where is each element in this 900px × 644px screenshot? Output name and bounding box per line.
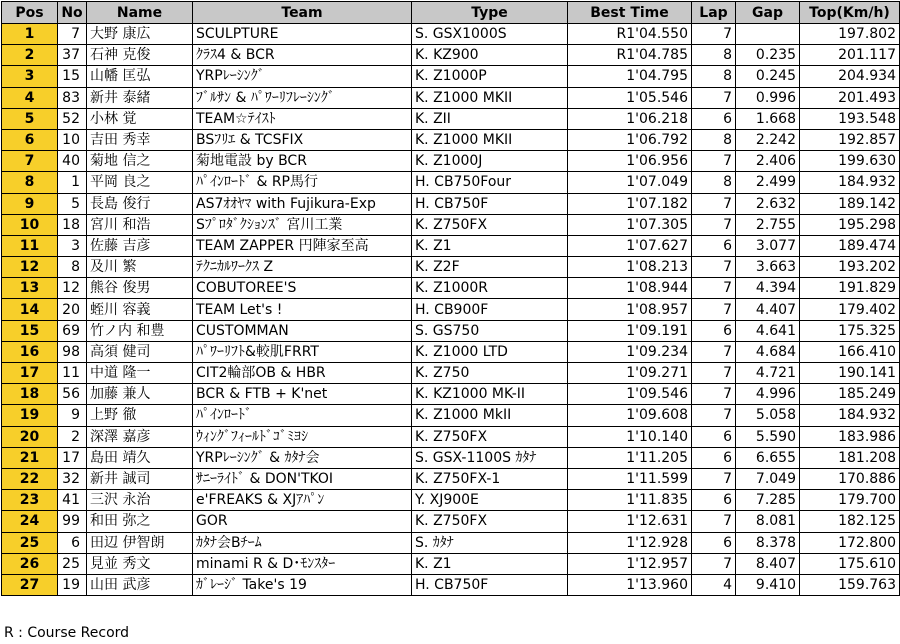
cell-team: TEAM☆ﾃｲｽﾄ bbox=[193, 108, 412, 129]
cell-name: 新井 泰緒 bbox=[87, 87, 193, 108]
cell-lap: 8 bbox=[692, 172, 736, 193]
cell-team: GOR bbox=[193, 511, 412, 532]
cell-no: 83 bbox=[58, 87, 87, 108]
cell-type: K. ZII bbox=[412, 108, 568, 129]
cell-pos: 22 bbox=[2, 468, 58, 489]
cell-type: Y. XJ900E bbox=[412, 490, 568, 511]
table-row bbox=[2, 108, 900, 129]
cell-top-speed: 195.298 bbox=[800, 214, 900, 235]
cell-best-time: 1'08.944 bbox=[568, 278, 692, 299]
cell-name: 及川 繁 bbox=[87, 257, 193, 278]
cell-lap: 7 bbox=[692, 405, 736, 426]
cell-top-speed: 189.142 bbox=[800, 193, 900, 214]
cell-pos: 13 bbox=[2, 278, 58, 299]
cell-no: 9 bbox=[58, 405, 87, 426]
cell-lap: 7 bbox=[692, 193, 736, 214]
cell-top-speed: 201.493 bbox=[800, 87, 900, 108]
header-pos: Pos bbox=[2, 2, 58, 24]
cell-name: 菊地 信之 bbox=[87, 151, 193, 172]
cell-type: K. Z2F bbox=[412, 257, 568, 278]
cell-pos: 15 bbox=[2, 320, 58, 341]
cell-type: S. ｶﾀﾅ bbox=[412, 532, 568, 553]
cell-no: 8 bbox=[58, 257, 87, 278]
table-row bbox=[2, 363, 900, 384]
cell-gap bbox=[736, 24, 800, 45]
cell-name: 宮川 和浩 bbox=[87, 214, 193, 235]
cell-top-speed: 159.763 bbox=[800, 574, 900, 595]
cell-gap: 4.407 bbox=[736, 299, 800, 320]
cell-lap: 8 bbox=[692, 66, 736, 87]
cell-type: H. CB750F bbox=[412, 574, 568, 595]
cell-no: 2 bbox=[58, 426, 87, 447]
cell-name: 長島 俊行 bbox=[87, 193, 193, 214]
cell-team: CUSTOMMAN bbox=[193, 320, 412, 341]
cell-no: 7 bbox=[58, 24, 87, 45]
cell-name: 上野 徹 bbox=[87, 405, 193, 426]
table-row bbox=[2, 553, 900, 574]
cell-no: 15 bbox=[58, 66, 87, 87]
table-row bbox=[2, 384, 900, 405]
header-top-speed: Top(Km/h) bbox=[800, 2, 900, 24]
cell-top-speed: 184.932 bbox=[800, 172, 900, 193]
cell-best-time: R1'04.550 bbox=[568, 24, 692, 45]
cell-team: e'FREAKS & XJｱﾊﾟﾝ bbox=[193, 490, 412, 511]
cell-lap: 7 bbox=[692, 87, 736, 108]
cell-team: BSﾌﾘｴ & TCSFIX bbox=[193, 129, 412, 150]
cell-name: 見並 秀文 bbox=[87, 553, 193, 574]
cell-no: 5 bbox=[58, 193, 87, 214]
cell-no: 98 bbox=[58, 341, 87, 362]
cell-type: K. Z1000P bbox=[412, 66, 568, 87]
cell-gap: 3.663 bbox=[736, 257, 800, 278]
cell-pos: 26 bbox=[2, 553, 58, 574]
cell-pos: 3 bbox=[2, 66, 58, 87]
cell-name: 大野 康広 bbox=[87, 24, 193, 45]
cell-best-time: 1'09.608 bbox=[568, 405, 692, 426]
cell-name: 田辺 伊智朗 bbox=[87, 532, 193, 553]
cell-team: ﾃｸﾆｶﾙﾜｰｸｽ Z bbox=[193, 257, 412, 278]
cell-team: ｸﾗｽ4 & BCR bbox=[193, 45, 412, 66]
cell-lap: 6 bbox=[692, 108, 736, 129]
cell-no: 3 bbox=[58, 235, 87, 256]
header-type: Type bbox=[412, 2, 568, 24]
cell-name: 山田 武彦 bbox=[87, 574, 193, 595]
cell-gap: 4.394 bbox=[736, 278, 800, 299]
results-table bbox=[1, 1, 900, 596]
cell-lap: 6 bbox=[692, 426, 736, 447]
cell-team: TEAM Let's ! bbox=[193, 299, 412, 320]
cell-name: 竹ノ内 和豊 bbox=[87, 320, 193, 341]
cell-type: K. Z750FX-1 bbox=[412, 468, 568, 489]
cell-name: 島田 靖久 bbox=[87, 447, 193, 468]
cell-best-time: 1'09.234 bbox=[568, 341, 692, 362]
cell-lap: 7 bbox=[692, 384, 736, 405]
cell-team: ﾊﾟｲﾝﾛｰﾄﾞ & RP馬行 bbox=[193, 172, 412, 193]
cell-gap: 1.668 bbox=[736, 108, 800, 129]
cell-lap: 8 bbox=[692, 45, 736, 66]
cell-lap: 6 bbox=[692, 490, 736, 511]
cell-pos: 20 bbox=[2, 426, 58, 447]
cell-best-time: 1'07.305 bbox=[568, 214, 692, 235]
table-row bbox=[2, 468, 900, 489]
cell-team: Sﾌﾟﾛﾀﾞｸｼｮﾝｽﾞ 宮川工業 bbox=[193, 214, 412, 235]
header-best-time: Best Time bbox=[568, 2, 692, 24]
cell-best-time: 1'11.835 bbox=[568, 490, 692, 511]
cell-lap: 7 bbox=[692, 341, 736, 362]
cell-top-speed: 179.700 bbox=[800, 490, 900, 511]
cell-name: 佐藤 吉彦 bbox=[87, 235, 193, 256]
cell-pos: 14 bbox=[2, 299, 58, 320]
cell-gap: 4.641 bbox=[736, 320, 800, 341]
header-no: No bbox=[58, 2, 87, 24]
cell-best-time: 1'06.956 bbox=[568, 151, 692, 172]
cell-top-speed: 170.886 bbox=[800, 468, 900, 489]
table-row bbox=[2, 532, 900, 553]
cell-pos: 16 bbox=[2, 341, 58, 362]
cell-best-time: 1'07.049 bbox=[568, 172, 692, 193]
cell-name: 蛭川 容義 bbox=[87, 299, 193, 320]
cell-team: ｶﾞﾚｰｼﾞ Take's 19 bbox=[193, 574, 412, 595]
cell-name: 平岡 良之 bbox=[87, 172, 193, 193]
header-row bbox=[2, 2, 900, 24]
cell-lap: 7 bbox=[692, 553, 736, 574]
table-row bbox=[2, 214, 900, 235]
cell-best-time: 1'08.957 bbox=[568, 299, 692, 320]
cell-best-time: R1'04.785 bbox=[568, 45, 692, 66]
cell-type: S. GSX-1100S ｶﾀﾅ bbox=[412, 447, 568, 468]
cell-team: SCULPTURE bbox=[193, 24, 412, 45]
cell-pos: 7 bbox=[2, 151, 58, 172]
cell-pos: 9 bbox=[2, 193, 58, 214]
cell-no: 40 bbox=[58, 151, 87, 172]
cell-best-time: 1'12.631 bbox=[568, 511, 692, 532]
cell-type: H. CB750F bbox=[412, 193, 568, 214]
cell-top-speed: 172.800 bbox=[800, 532, 900, 553]
cell-top-speed: 181.208 bbox=[800, 447, 900, 468]
table-row bbox=[2, 172, 900, 193]
cell-gap: 0.996 bbox=[736, 87, 800, 108]
cell-top-speed: 199.630 bbox=[800, 151, 900, 172]
cell-top-speed: 193.548 bbox=[800, 108, 900, 129]
cell-lap: 7 bbox=[692, 511, 736, 532]
cell-pos: 27 bbox=[2, 574, 58, 595]
header-name: Name bbox=[87, 2, 193, 24]
header-team: Team bbox=[193, 2, 412, 24]
cell-pos: 25 bbox=[2, 532, 58, 553]
cell-pos: 1 bbox=[2, 24, 58, 45]
cell-name: 三沢 永治 bbox=[87, 490, 193, 511]
cell-no: 18 bbox=[58, 214, 87, 235]
cell-no: 17 bbox=[58, 447, 87, 468]
cell-lap: 6 bbox=[692, 447, 736, 468]
cell-type: K. Z1000 MKII bbox=[412, 87, 568, 108]
cell-pos: 2 bbox=[2, 45, 58, 66]
cell-top-speed: 185.249 bbox=[800, 384, 900, 405]
cell-pos: 5 bbox=[2, 108, 58, 129]
table-row bbox=[2, 341, 900, 362]
table-row bbox=[2, 574, 900, 595]
cell-top-speed: 179.402 bbox=[800, 299, 900, 320]
cell-best-time: 1'06.218 bbox=[568, 108, 692, 129]
cell-gap: 2.406 bbox=[736, 151, 800, 172]
table-row bbox=[2, 257, 900, 278]
cell-name: 石神 克俊 bbox=[87, 45, 193, 66]
cell-pos: 18 bbox=[2, 384, 58, 405]
cell-type: H. CB900F bbox=[412, 299, 568, 320]
cell-team: ｻﾆｰﾗｲﾄﾞ & DON'TKOI bbox=[193, 468, 412, 489]
cell-best-time: 1'12.928 bbox=[568, 532, 692, 553]
cell-top-speed: 197.802 bbox=[800, 24, 900, 45]
cell-top-speed: 175.610 bbox=[800, 553, 900, 574]
cell-gap: 4.721 bbox=[736, 363, 800, 384]
cell-type: H. CB750Four bbox=[412, 172, 568, 193]
cell-gap: 4.684 bbox=[736, 341, 800, 362]
cell-pos: 6 bbox=[2, 129, 58, 150]
cell-top-speed: 204.934 bbox=[800, 66, 900, 87]
cell-top-speed: 192.857 bbox=[800, 129, 900, 150]
cell-lap: 7 bbox=[692, 468, 736, 489]
cell-gap: 7.049 bbox=[736, 468, 800, 489]
table-row bbox=[2, 24, 900, 45]
cell-name: 和田 弥之 bbox=[87, 511, 193, 532]
table-row bbox=[2, 151, 900, 172]
cell-name: 山幡 匡弘 bbox=[87, 66, 193, 87]
cell-best-time: 1'10.140 bbox=[568, 426, 692, 447]
cell-best-time: 1'06.792 bbox=[568, 129, 692, 150]
cell-lap: 7 bbox=[692, 299, 736, 320]
cell-type: K. Z1000J bbox=[412, 151, 568, 172]
cell-team: minami R & D･ﾓﾝｽﾀｰ bbox=[193, 553, 412, 574]
cell-pos: 10 bbox=[2, 214, 58, 235]
table-row bbox=[2, 511, 900, 532]
cell-best-time: 1'08.213 bbox=[568, 257, 692, 278]
cell-lap: 8 bbox=[692, 129, 736, 150]
cell-type: K. Z750FX bbox=[412, 426, 568, 447]
cell-no: 41 bbox=[58, 490, 87, 511]
cell-pos: 24 bbox=[2, 511, 58, 532]
cell-top-speed: 193.202 bbox=[800, 257, 900, 278]
cell-gap: 2.499 bbox=[736, 172, 800, 193]
cell-name: 吉田 秀幸 bbox=[87, 129, 193, 150]
table-row bbox=[2, 45, 900, 66]
cell-team: 菊地電設 by BCR bbox=[193, 151, 412, 172]
cell-gap: 3.077 bbox=[736, 235, 800, 256]
cell-gap: 2.632 bbox=[736, 193, 800, 214]
cell-team: COBUTOREE'S bbox=[193, 278, 412, 299]
cell-gap: 0.245 bbox=[736, 66, 800, 87]
cell-gap: 0.235 bbox=[736, 45, 800, 66]
cell-gap: 2.755 bbox=[736, 214, 800, 235]
cell-gap: 8.081 bbox=[736, 511, 800, 532]
cell-top-speed: 191.829 bbox=[800, 278, 900, 299]
cell-lap: 4 bbox=[692, 574, 736, 595]
cell-type: K. Z1 bbox=[412, 553, 568, 574]
cell-type: K. Z1000 MKII bbox=[412, 129, 568, 150]
header-gap: Gap bbox=[736, 2, 800, 24]
cell-no: 99 bbox=[58, 511, 87, 532]
cell-lap: 7 bbox=[692, 24, 736, 45]
cell-lap: 7 bbox=[692, 214, 736, 235]
cell-type: K. Z750FX bbox=[412, 511, 568, 532]
cell-top-speed: 183.986 bbox=[800, 426, 900, 447]
cell-team: ｳｨﾝｸﾞﾌｨｰﾙﾄﾞｺﾞﾐﾖｼ bbox=[193, 426, 412, 447]
cell-no: 10 bbox=[58, 129, 87, 150]
cell-name: 新井 誠司 bbox=[87, 468, 193, 489]
cell-team: CIT2輪部OB & HBR bbox=[193, 363, 412, 384]
cell-pos: 11 bbox=[2, 235, 58, 256]
cell-gap: 8.407 bbox=[736, 553, 800, 574]
cell-team: ﾊﾟﾜｰﾘﾌﾄ&較肌FRRT bbox=[193, 341, 412, 362]
cell-type: K. Z1000 LTD bbox=[412, 341, 568, 362]
cell-lap: 7 bbox=[692, 363, 736, 384]
cell-gap: 5.058 bbox=[736, 405, 800, 426]
cell-team: YRPﾚｰｼﾝｸﾞ bbox=[193, 66, 412, 87]
table-row bbox=[2, 426, 900, 447]
cell-top-speed: 184.932 bbox=[800, 405, 900, 426]
table-row bbox=[2, 193, 900, 214]
cell-type: S. GS750 bbox=[412, 320, 568, 341]
cell-top-speed: 175.325 bbox=[800, 320, 900, 341]
table-row bbox=[2, 447, 900, 468]
cell-best-time: 1'11.205 bbox=[568, 447, 692, 468]
cell-type: K. Z1000R bbox=[412, 278, 568, 299]
footnote: R : Course Record bbox=[4, 625, 130, 641]
cell-team: TEAM ZAPPER 円陣家至高 bbox=[193, 235, 412, 256]
cell-team: ﾌﾞﾙｻﾝ & ﾊﾟﾜｰﾘﾌﾚｰｼﾝｸﾞ bbox=[193, 87, 412, 108]
cell-gap: 5.590 bbox=[736, 426, 800, 447]
cell-name: 小林 覚 bbox=[87, 108, 193, 129]
cell-best-time: 1'09.191 bbox=[568, 320, 692, 341]
cell-gap: 7.285 bbox=[736, 490, 800, 511]
table-row bbox=[2, 405, 900, 426]
table-row bbox=[2, 490, 900, 511]
cell-type: K. Z1000 MkII bbox=[412, 405, 568, 426]
cell-team: BCR & FTB + K'net bbox=[193, 384, 412, 405]
cell-pos: 12 bbox=[2, 257, 58, 278]
header-lap: Lap bbox=[692, 2, 736, 24]
cell-best-time: 1'09.271 bbox=[568, 363, 692, 384]
cell-lap: 7 bbox=[692, 257, 736, 278]
cell-gap: 6.655 bbox=[736, 447, 800, 468]
table-row bbox=[2, 299, 900, 320]
cell-name: 高須 健司 bbox=[87, 341, 193, 362]
cell-gap: 8.378 bbox=[736, 532, 800, 553]
cell-no: 32 bbox=[58, 468, 87, 489]
cell-type: K. Z1 bbox=[412, 235, 568, 256]
cell-team: ｶﾀﾅ会Bﾁｰﾑ bbox=[193, 532, 412, 553]
cell-best-time: 1'12.957 bbox=[568, 553, 692, 574]
cell-no: 6 bbox=[58, 532, 87, 553]
cell-type: K. Z750 bbox=[412, 363, 568, 384]
cell-no: 11 bbox=[58, 363, 87, 384]
cell-lap: 6 bbox=[692, 235, 736, 256]
cell-pos: 4 bbox=[2, 87, 58, 108]
cell-type: K. KZ1000 MK-II bbox=[412, 384, 568, 405]
cell-name: 深澤 嘉彦 bbox=[87, 426, 193, 447]
cell-lap: 6 bbox=[692, 320, 736, 341]
cell-type: S. GSX1000S bbox=[412, 24, 568, 45]
table-row bbox=[2, 129, 900, 150]
cell-team: AS7ｵｵﾔﾏ with Fujikura-Exp bbox=[193, 193, 412, 214]
cell-top-speed: 189.474 bbox=[800, 235, 900, 256]
cell-no: 12 bbox=[58, 278, 87, 299]
cell-lap: 6 bbox=[692, 532, 736, 553]
cell-gap: 2.242 bbox=[736, 129, 800, 150]
cell-top-speed: 190.141 bbox=[800, 363, 900, 384]
table-row bbox=[2, 66, 900, 87]
cell-best-time: 1'05.546 bbox=[568, 87, 692, 108]
cell-no: 20 bbox=[58, 299, 87, 320]
cell-team: ﾊﾟｲﾝﾛｰﾄﾞ bbox=[193, 405, 412, 426]
table-row bbox=[2, 278, 900, 299]
cell-pos: 23 bbox=[2, 490, 58, 511]
cell-pos: 17 bbox=[2, 363, 58, 384]
cell-no: 37 bbox=[58, 45, 87, 66]
cell-name: 熊谷 俊男 bbox=[87, 278, 193, 299]
cell-name: 中道 隆一 bbox=[87, 363, 193, 384]
cell-pos: 8 bbox=[2, 172, 58, 193]
cell-top-speed: 201.117 bbox=[800, 45, 900, 66]
cell-best-time: 1'11.599 bbox=[568, 468, 692, 489]
cell-type: K. Z750FX bbox=[412, 214, 568, 235]
cell-top-speed: 182.125 bbox=[800, 511, 900, 532]
cell-best-time: 1'07.182 bbox=[568, 193, 692, 214]
cell-best-time: 1'04.795 bbox=[568, 66, 692, 87]
cell-no: 69 bbox=[58, 320, 87, 341]
cell-no: 52 bbox=[58, 108, 87, 129]
cell-top-speed: 166.410 bbox=[800, 341, 900, 362]
cell-best-time: 1'09.546 bbox=[568, 384, 692, 405]
cell-lap: 7 bbox=[692, 151, 736, 172]
cell-best-time: 1'13.960 bbox=[568, 574, 692, 595]
cell-team: YRPﾚｰｼﾝｸﾞ & ｶﾀﾅ会 bbox=[193, 447, 412, 468]
table-row bbox=[2, 87, 900, 108]
cell-no: 56 bbox=[58, 384, 87, 405]
cell-best-time: 1'07.627 bbox=[568, 235, 692, 256]
cell-pos: 19 bbox=[2, 405, 58, 426]
table-row bbox=[2, 235, 900, 256]
cell-no: 19 bbox=[58, 574, 87, 595]
cell-no: 1 bbox=[58, 172, 87, 193]
cell-type: K. KZ900 bbox=[412, 45, 568, 66]
cell-pos: 21 bbox=[2, 447, 58, 468]
table-row bbox=[2, 320, 900, 341]
cell-no: 25 bbox=[58, 553, 87, 574]
cell-gap: 9.410 bbox=[736, 574, 800, 595]
cell-gap: 4.996 bbox=[736, 384, 800, 405]
cell-lap: 7 bbox=[692, 278, 736, 299]
cell-name: 加藤 兼人 bbox=[87, 384, 193, 405]
